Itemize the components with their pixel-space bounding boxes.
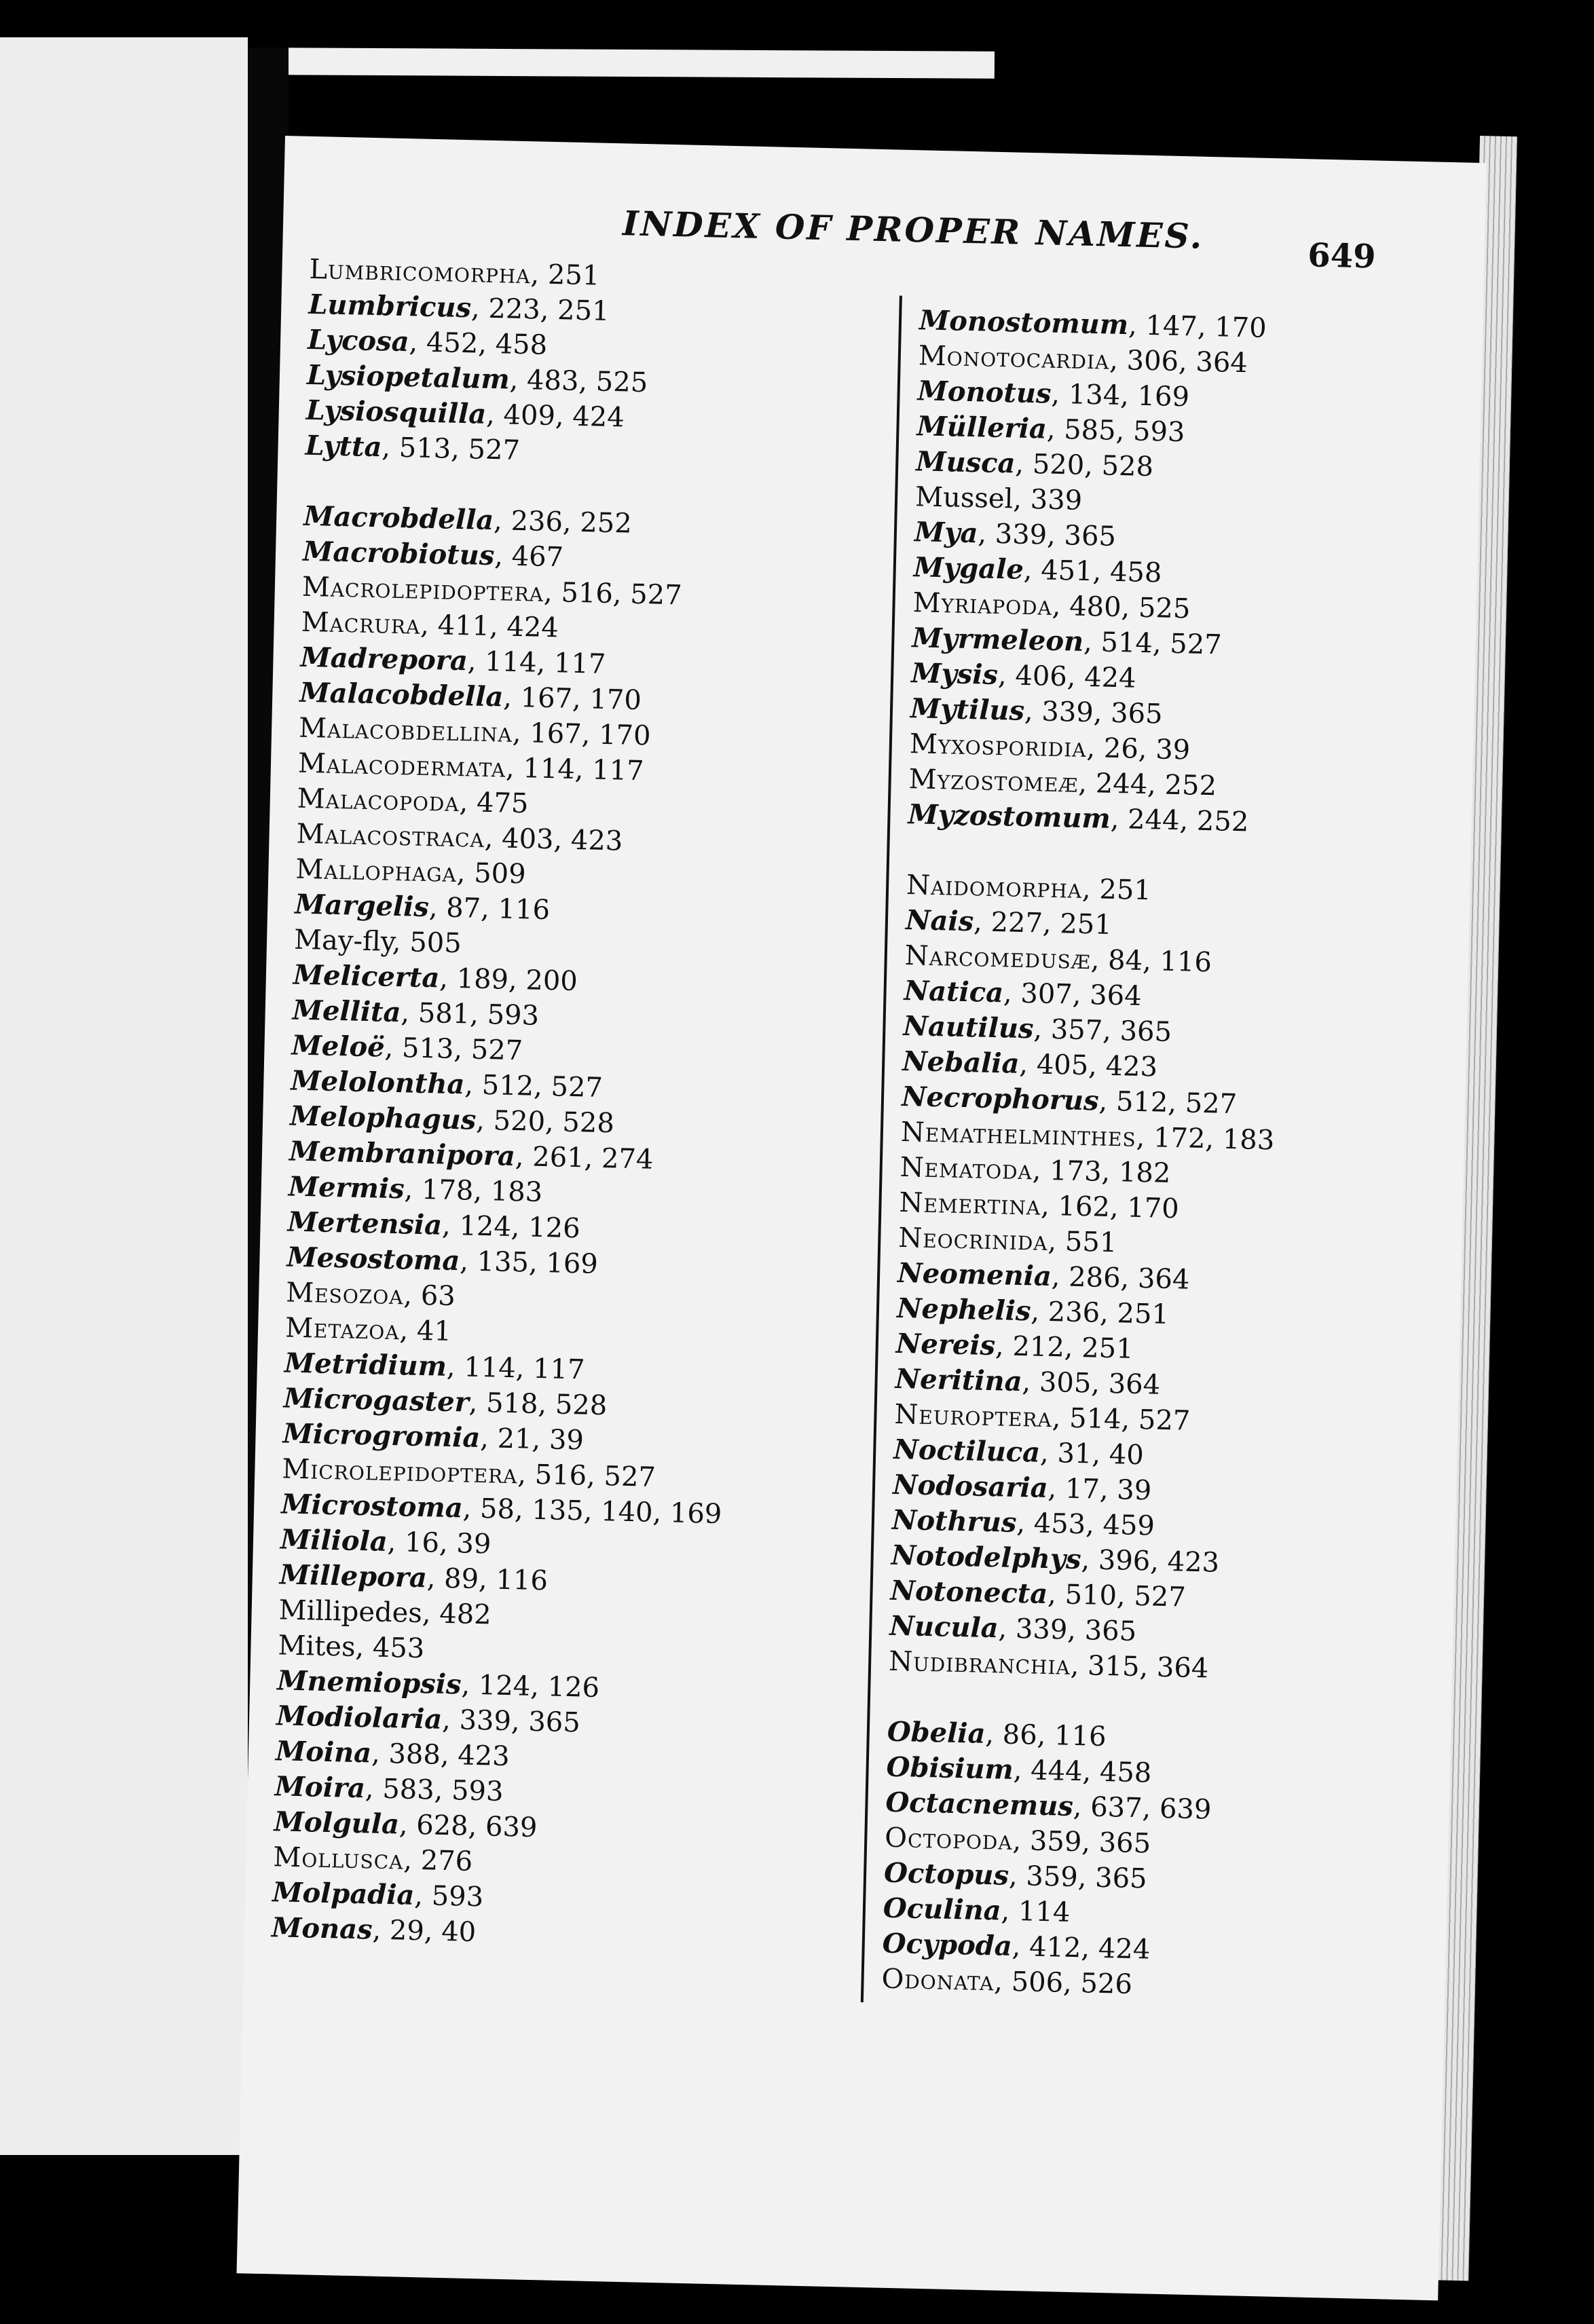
entry-page-refs: , 29, 40 — [372, 1914, 477, 1949]
entry-name: Nodosaria — [892, 1468, 1049, 1504]
entry-page-refs: , 167, 170 — [502, 681, 642, 717]
entry-name: Madrepora — [300, 641, 468, 677]
entry-page-refs: , 406, 424 — [997, 660, 1137, 694]
entry-page-refs: , 409, 424 — [485, 398, 625, 434]
entry-page-refs: , 261, 274 — [515, 1141, 654, 1176]
entry-page-refs: , 518, 528 — [468, 1387, 608, 1422]
entry-page-refs: , 251 — [530, 259, 600, 292]
entry-page-refs: , 339, 365 — [998, 1613, 1137, 1648]
entry-name: Microlepidoptera — [281, 1453, 518, 1491]
entry-page-refs: , 482 — [422, 1598, 492, 1631]
entry-name: Melicerta — [293, 958, 440, 994]
entry-name: Macrolepidoptera — [301, 571, 544, 608]
entry-page-refs: , 17, 39 — [1048, 1473, 1152, 1507]
entry-name: Malacobdella — [299, 676, 504, 713]
entry-name: Nemertina — [899, 1186, 1041, 1222]
entry-name: Notonecta — [890, 1574, 1048, 1611]
entry-name: Mertensia — [287, 1205, 443, 1241]
entry-name: Nereis — [895, 1327, 996, 1362]
entry-page-refs: , 41 — [398, 1315, 452, 1348]
entry-name: Monotocardia — [918, 340, 1110, 376]
entry-page-refs: , 134, 169 — [1050, 378, 1190, 413]
entry-name: Myzostomum — [908, 798, 1111, 835]
entry-name: Myzostomeæ — [908, 764, 1079, 799]
entry-page-refs: , 87, 116 — [428, 892, 551, 926]
entry-name: Melolontha — [290, 1064, 465, 1101]
entry-name: Malacobdellina — [298, 712, 513, 749]
entry-name: Naidomorpha — [906, 869, 1083, 905]
entry-name: Octopoda — [884, 1822, 1014, 1856]
entry-name: Malacopoda — [297, 783, 460, 819]
entry-page-refs: , 505 — [392, 926, 462, 960]
entry-page-refs: , 244, 252 — [1077, 767, 1217, 802]
entry-page-refs: , 593 — [413, 1879, 484, 1913]
entry-name: Myriapoda — [912, 587, 1053, 622]
entry-name: Mysis — [910, 657, 999, 692]
entry-page-refs: , 223, 251 — [470, 293, 610, 327]
entry-page-refs: , 514, 527 — [1083, 626, 1223, 661]
index-column-right — [881, 303, 1462, 2009]
entry-name: Monas — [271, 1911, 373, 1946]
entry-page-refs: , 84, 116 — [1090, 944, 1212, 979]
entry-page-refs: , 520, 528 — [475, 1104, 615, 1140]
entry-name: Macrura — [301, 606, 421, 641]
entry-name: Malacodermata — [297, 747, 506, 784]
entry-page-refs: , 452, 458 — [409, 326, 548, 361]
entry-name: Nothrus — [891, 1503, 1017, 1539]
entry-page-refs: , 359, 365 — [1008, 1860, 1148, 1895]
entry-page-refs: , 405, 423 — [1018, 1048, 1158, 1083]
entry-page-refs: , 583, 593 — [365, 1773, 504, 1807]
entry-page-refs: , 513, 527 — [381, 432, 521, 466]
entry-name: Musca — [915, 445, 1016, 480]
index-column-left — [272, 252, 853, 1958]
entry-name: Moira — [274, 1770, 366, 1805]
entry-page-refs: , 480, 525 — [1052, 590, 1191, 625]
entry-page-refs: , 135, 169 — [459, 1245, 599, 1280]
entry-page-refs: , 506, 526 — [993, 1966, 1133, 2001]
entry-name: Oculina — [883, 1892, 1002, 1927]
entry-page-refs: , 475 — [459, 787, 529, 820]
entry-page-refs: , 167, 170 — [512, 717, 651, 752]
entry-page-refs: , 251 — [1081, 873, 1152, 907]
entry-page-refs: , 178, 183 — [404, 1174, 543, 1208]
entry-page-refs: , 189, 200 — [439, 962, 578, 998]
entry-page-refs: , 212, 251 — [995, 1330, 1134, 1365]
entry-name: Lysiopetalum — [306, 358, 511, 396]
entry-page-refs: , 21, 39 — [479, 1423, 585, 1457]
entry-name: Mnemiopsis — [276, 1664, 462, 1701]
entry-name: Mites — [278, 1630, 356, 1663]
entry-page-refs: , 516, 527 — [517, 1459, 656, 1493]
entry-page-refs: , 628, 639 — [398, 1809, 538, 1844]
entry-name: Modiolaria — [276, 1700, 443, 1736]
entry-name: Obelia — [887, 1715, 986, 1750]
entry-name: Necrophorus — [901, 1080, 1100, 1117]
entry-name: Nephelis — [896, 1292, 1031, 1328]
entry-page-refs: , 512, 527 — [464, 1069, 604, 1104]
entry-page-refs: , 306, 364 — [1109, 344, 1248, 379]
entry-name: Myrmeleon — [911, 622, 1084, 658]
entry-page-refs: , 411, 424 — [420, 609, 559, 644]
entry-page-refs: , 124, 126 — [460, 1669, 600, 1704]
entry-page-refs: , 339 — [1012, 483, 1083, 517]
entry-page-refs: , 516, 527 — [543, 576, 683, 612]
entry-name: Metazoa — [284, 1312, 401, 1347]
entry-page-refs: , 305, 364 — [1022, 1366, 1161, 1401]
entry-page-refs: , 58, 135, 140, 169 — [462, 1493, 722, 1531]
entry-name: Nemathelminthes — [900, 1116, 1137, 1153]
entry-page-refs: , 236, 252 — [493, 505, 633, 540]
entry-page-refs: , 551 — [1048, 1225, 1117, 1259]
entry-name: Nematoda — [900, 1151, 1033, 1186]
entry-name: Myxosporidia — [909, 728, 1088, 764]
entry-page-refs: , 512, 527 — [1098, 1085, 1238, 1121]
running-title: INDEX OF PROPER NAMES. — [622, 203, 1204, 257]
entry-name: Meloë — [291, 1029, 386, 1064]
entry-name: Macrobiotus — [302, 535, 495, 572]
entry-name: Lumbricus — [308, 288, 472, 324]
entry-name: Microstoma — [280, 1488, 464, 1524]
entry-page-refs: , 114, 117 — [467, 645, 606, 680]
entry-name: Neritina — [895, 1362, 1023, 1398]
entry-name: Millepora — [279, 1558, 428, 1594]
entry-name: Obisium — [886, 1750, 1014, 1786]
entry-page-refs: , 244, 252 — [1110, 803, 1249, 838]
entry-page-refs: , 453 — [355, 1631, 425, 1665]
entry-name: Moina — [275, 1735, 372, 1769]
entry-page-refs: , 162, 170 — [1040, 1190, 1180, 1225]
entry-page-refs: , 637, 639 — [1073, 1791, 1212, 1826]
entry-page-refs: , 86, 116 — [984, 1719, 1107, 1753]
entry-page-refs: , 286, 364 — [1051, 1261, 1190, 1296]
facing-page-edge — [0, 37, 248, 2155]
entry-name: Melophagus — [289, 1100, 477, 1136]
entry-name: Millipedes — [278, 1594, 423, 1630]
entry-page-refs: , 453, 459 — [1016, 1507, 1155, 1542]
entry-page-refs: , 339, 365 — [441, 1704, 581, 1739]
entry-name: May-fly — [293, 924, 393, 958]
entry-name: Metridium — [284, 1347, 447, 1383]
entry-page-refs: , 31, 40 — [1039, 1437, 1145, 1472]
entry-page-refs: , 114, 117 — [505, 752, 645, 787]
entry-page-refs: , 509 — [456, 857, 527, 891]
entry-name: Neuroptera — [893, 1398, 1053, 1434]
entry-name: Nudibranchia — [888, 1645, 1071, 1681]
entry-page-refs: , 357, 365 — [1033, 1013, 1172, 1048]
entry-page-refs: , 483, 525 — [509, 364, 648, 399]
entry-page-refs: , 63 — [403, 1279, 456, 1313]
entry-name: Nebalia — [902, 1045, 1020, 1080]
entry-name: Noctiluca — [893, 1433, 1041, 1469]
entry-page-refs: , 514, 527 — [1052, 1402, 1191, 1437]
entry-name: Nais — [905, 904, 974, 938]
entry-name: Molgula — [274, 1805, 400, 1841]
entry-name: Margelis — [294, 888, 430, 924]
entry-name: Mülleria — [916, 410, 1048, 445]
entry-name: Mermis — [288, 1170, 405, 1205]
entry-name: Natica — [904, 975, 1004, 1009]
entry-name: Monostomum — [919, 304, 1129, 341]
entry-page-refs: , 585, 593 — [1046, 413, 1185, 449]
entry-page-refs: , 307, 364 — [1003, 977, 1143, 1012]
entry-page-refs: , 339, 365 — [977, 518, 1117, 552]
entry-page-refs: , 124, 126 — [441, 1210, 581, 1245]
index-page — [237, 136, 1487, 2300]
entry-name: Microgaster — [283, 1382, 470, 1419]
entry-name: Mussel — [914, 481, 1014, 515]
entry-name: Notodelphys — [891, 1539, 1082, 1576]
entry-name: Lumbricomorpha — [309, 253, 532, 290]
entry-page-refs: , 581, 593 — [400, 997, 540, 1032]
entry-name: Monotus — [917, 375, 1052, 410]
entry-page-refs: , 114, 117 — [446, 1351, 585, 1386]
entry-name: Mygale — [913, 551, 1024, 586]
entry-name: Mellita — [292, 994, 401, 1029]
entry-name: Odonata — [881, 1963, 995, 1998]
entry-page-refs: , 147, 170 — [1128, 310, 1267, 344]
entry-page-refs: , 339, 365 — [1024, 695, 1164, 730]
entry-page-refs: , 510, 527 — [1047, 1579, 1187, 1613]
entry-page-refs: , 26, 39 — [1086, 732, 1191, 766]
entry-name: Neomenia — [897, 1256, 1052, 1293]
facing-page-top-edge — [248, 48, 995, 79]
entry-name: Neocrinida — [897, 1222, 1049, 1257]
entry-name: Octopus — [883, 1856, 1009, 1892]
entry-name: Mesozoa — [285, 1277, 404, 1311]
entry-name: Membranipora — [289, 1135, 516, 1173]
entry-page-refs: , 227, 251 — [973, 906, 1113, 941]
entry-name: Lytta — [305, 429, 382, 464]
entry-name: Nucula — [889, 1609, 999, 1645]
entry-page-refs: , 315, 364 — [1070, 1649, 1209, 1685]
entry-name: Mytilus — [910, 692, 1025, 727]
entry-name: Mya — [914, 516, 978, 550]
entry-name: Molpadia — [272, 1876, 415, 1911]
entry-page-refs: , 520, 528 — [1014, 448, 1154, 483]
entry-name: Malacostraca — [296, 818, 485, 854]
entry-page-refs: , 467 — [494, 540, 564, 574]
entry-name: Mollusca — [272, 1841, 404, 1876]
entry-name: Mallophaga — [295, 853, 458, 889]
entry-page-refs: , 114 — [1001, 1895, 1071, 1928]
entry-page-refs: , 172, 183 — [1136, 1121, 1275, 1157]
entry-name: Microgromia — [282, 1417, 481, 1455]
entry-page-refs: , 359, 365 — [1012, 1824, 1151, 1860]
entry-name: Lycosa — [307, 323, 410, 358]
page-number: 649 — [1307, 236, 1377, 276]
entry-name: Lysiosquilla — [305, 394, 487, 430]
entry-page-refs: , 403, 423 — [484, 822, 623, 857]
entry-page-refs: , 276 — [403, 1844, 473, 1877]
entry-page-refs: , 173, 182 — [1032, 1155, 1171, 1189]
entry-name: Miliola — [280, 1523, 388, 1558]
entry-page-refs: , 388, 423 — [371, 1738, 511, 1773]
entry-name: Ocypoda — [882, 1927, 1013, 1962]
entry-name: Octacnemus — [885, 1786, 1074, 1822]
entry-page-refs: , 396, 423 — [1081, 1544, 1220, 1579]
entry-page-refs: , 451, 458 — [1023, 554, 1162, 589]
entry-page-refs: , 412, 424 — [1012, 1930, 1151, 1966]
entry-name: Macrobdella — [303, 500, 494, 537]
entry-page-refs: , 444, 458 — [1013, 1754, 1152, 1789]
entry-name: Mesostoma — [286, 1241, 460, 1277]
entry-page-refs: , 89, 116 — [426, 1562, 549, 1597]
entry-page-refs: , 513, 527 — [384, 1032, 523, 1067]
entry-name: Nautilus — [902, 1010, 1034, 1045]
entry-page-refs: , 236, 251 — [1030, 1296, 1170, 1330]
entry-page-refs: , 16, 39 — [387, 1526, 492, 1560]
entry-name: Narcomedusæ — [904, 940, 1092, 976]
